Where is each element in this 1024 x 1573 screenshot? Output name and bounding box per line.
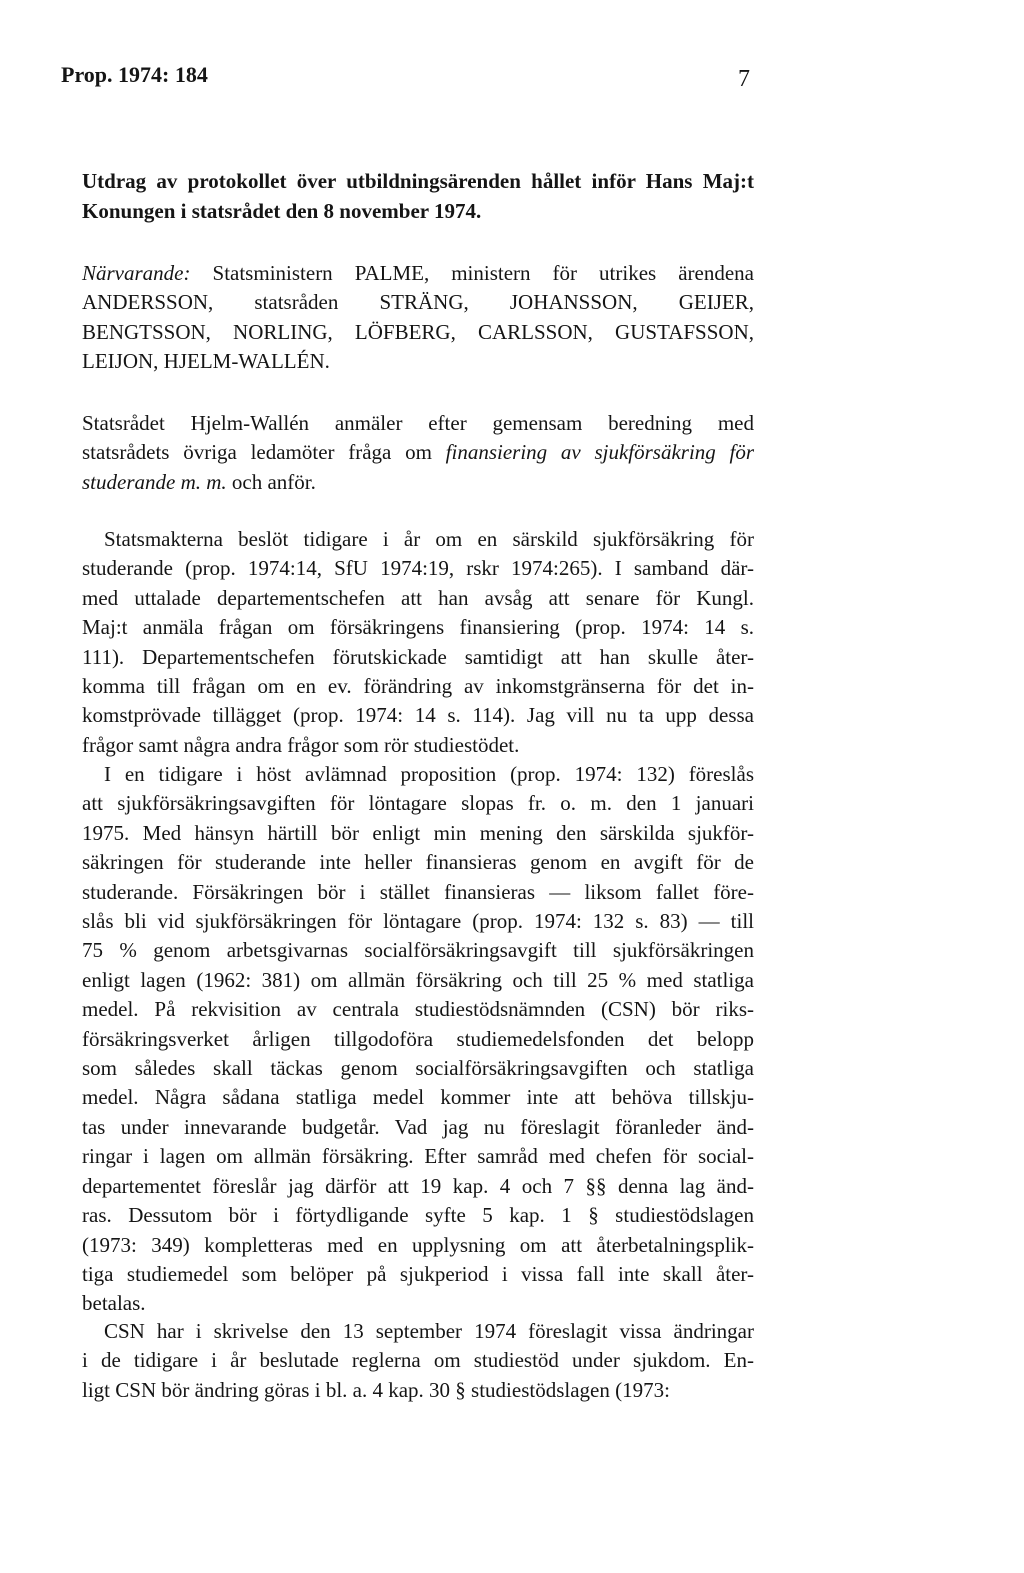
- attendance-line: ANDERSSON, statsråden STRÄNG, JOHANSSON, GEIJER,: [82, 290, 754, 315]
- paragraph-line: Statsmakterna beslöt tidigare i år om en särskild sjukförsäkring för: [104, 527, 754, 551]
- paragraph-1: [82, 525, 754, 760]
- paragraph-line: CSN har i skrivelse den 13 september 1974 föreslagit vissa ändringar: [104, 1319, 754, 1343]
- paragraph-line: slås bli vid sjukförsäkringen för löntagare (prop. 1974: 132 s. 83) — till: [82, 909, 754, 934]
- paragraph-line: Maj:t anmäla frågan om försäkringens finansiering (prop. 1974: 14 s.: [82, 615, 754, 640]
- attendance-line: BENGTSSON, NORLING, LÖFBERG, CARLSSON, GUSTAFSSON,: [82, 319, 754, 344]
- document-reference: Prop. 1974: 184: [61, 62, 208, 87]
- protocol-heading: [82, 166, 754, 226]
- intro-paragraph: [82, 409, 754, 497]
- intro-line: Statsrådet Hjelm-Wallén anmäler efter gemensam beredning med: [82, 411, 754, 435]
- paragraph-line: försäkringsverket årligen tillgodoföra studiemedelsfonden det belopp: [82, 1026, 754, 1051]
- paragraph-line: ligt CSN bör ändring göras i bl. a. 4 kap. 30 § studiestödslagen (1973:: [82, 1377, 670, 1402]
- paragraph-line: som således skall täckas genom socialförsäkringsavgiften och statliga: [82, 1056, 754, 1081]
- paragraph-line: ringar i lagen om allmän försäkring. Efter samråd med chefen för social-: [82, 1144, 754, 1169]
- paragraph-line: studerande (prop. 1974:14, SfU 1974:19, rskr 1974:265). I samband där-: [82, 556, 754, 581]
- paragraph-line: frågor samt några andra frågor som rör studiestödet.: [82, 732, 520, 757]
- attendance-paragraph: [82, 259, 754, 377]
- paragraph-line: 111). Departementschefen förutskickade samtidigt att han skulle åter-: [82, 644, 754, 669]
- intro-line: [82, 468, 754, 497]
- page-number: 7: [738, 66, 750, 92]
- intro-line: [82, 438, 754, 467]
- attendance-line: LEIJON, HJELM-WALLÉN.: [82, 349, 330, 374]
- paragraph-line: tiga studiemedel som belöper på sjukperiod i vissa fall inte skall åter-: [82, 1261, 754, 1286]
- paragraph-line: 1975. Med hänsyn härtill bör enligt min mening den särskilda sjukför-: [82, 820, 754, 845]
- intro-subject: studerande m. m.: [82, 469, 227, 494]
- paragraph-3: [82, 1317, 754, 1405]
- paragraph-line: ras. Dessutom bör i förtydligande syfte 5 kap. 1 § studiestödslagen: [82, 1203, 754, 1228]
- paragraph-line: departementet föreslår jag därför att 19 kap. 4 och 7 §§ denna lag änd-: [82, 1173, 754, 1198]
- paragraph-line: komma till frågan om en ev. förändring av inkomstgränserna för det in-: [82, 674, 754, 699]
- paragraph-line: säkringen för studerande inte heller finansieras genom en avgift för de: [82, 850, 754, 875]
- intro-text: statsrådets övriga ledamöter fråga om: [82, 440, 432, 465]
- paragraph-line: I en tidigare i höst avlämnad proposition (prop. 1974: 132) föreslås: [104, 762, 754, 786]
- paragraph-line: studerande. Försäkringen bör i stället finansieras — liksom fallet före-: [82, 879, 754, 904]
- paragraph-line: betalas.: [82, 1291, 146, 1316]
- paragraph-line: tas under innevarande budgetår. Vad jag nu föreslagit föranleder änd-: [82, 1114, 754, 1139]
- paragraph-line: enligt lagen (1962: 381) om allmän försäkring och till 25 % med statliga: [82, 967, 754, 992]
- paragraph-line: komstprövade tillägget (prop. 1974: 14 s. 114). Jag vill nu ta upp dessa: [82, 703, 754, 728]
- paragraph-2: [82, 760, 754, 1319]
- attendance-text: Statsministern PALME, ministern för utrikes ärendena: [212, 261, 754, 285]
- attendance-line: [82, 259, 754, 288]
- paragraph-line: att sjukförsäkringsavgiften för löntagare slopas fr. o. m. den 1 januari: [82, 791, 754, 816]
- attendance-label: Närvarande:: [82, 261, 191, 285]
- intro-subject: finansiering av sjukförsäkring för: [445, 440, 755, 465]
- paragraph-line: medel. Några sådana statliga medel kommer inte att behöva tillskju-: [82, 1085, 754, 1110]
- heading-line: Konungen i statsrådet den 8 november 1974.: [82, 199, 482, 223]
- heading-line: Utdrag av protokollet över utbildningsärenden hållet inför Hans Maj:t: [82, 169, 754, 193]
- paragraph-line: i de tidigare i år beslutade reglerna om studiestöd under sjukdom. En-: [82, 1348, 754, 1373]
- paragraph-line: med uttalade departementschefen att han avsåg att senare för Kungl.: [82, 585, 754, 610]
- paragraph-line: (1973: 349) kompletteras med en upplysning om att återbetalningsplik-: [82, 1232, 754, 1257]
- paragraph-line: medel. På rekvisition av centrala studiestödsnämnden (CSN) bör riks-: [82, 997, 754, 1022]
- paragraph-line: 75 % genom arbetsgivarnas socialförsäkringsavgift till sjukförsäkringen: [82, 938, 754, 963]
- intro-text: och anför.: [231, 469, 316, 494]
